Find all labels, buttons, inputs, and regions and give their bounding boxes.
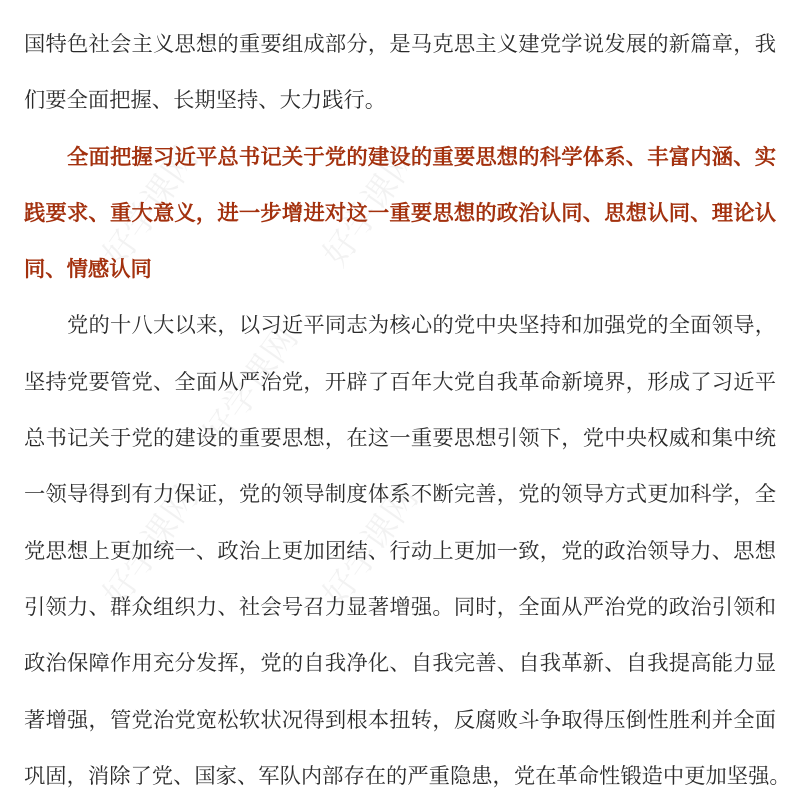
paragraph-body — [24, 298, 791, 805]
heading-line: 全面把握习近平总书记关于党的建设的重要思想的科学体系、丰富内涵、实 — [67, 144, 776, 170]
text-line: 坚持党要管党、全面从严治党，开辟了百年大党自我革命新境界，形成了习近平 — [24, 369, 776, 395]
text-line: 总书记关于党的建设的重要思想，在这一重要思想引领下，党中央权威和集中统 — [24, 426, 776, 452]
watermark: 好学课网 — [95, 139, 207, 274]
text-line: 政治保障作用充分发挥，党的自我净化、自我完善、自我革新、自我提高能力显 — [24, 651, 776, 677]
text-line: 著增强，管党治党宽松软状况得到根本扭转，反腐败斗争取得压倒性胜利并全面 — [24, 707, 776, 733]
watermark: 好学课网 — [95, 479, 207, 614]
watermark: 好学课网 — [195, 319, 307, 454]
text-line: 一领导得到有力保证，党的领导制度体系不断完善，党的领导方式更加科学，全 — [24, 482, 776, 508]
text-line: 党思想上更加统一、政治上更加团结、行动上更加一致，党的政治领导力、思想 — [24, 538, 776, 564]
text-line: 引领力、群众组织力、社会号召力显著增强。同时，全面从严治党的政治引领和 — [24, 594, 776, 620]
text-line: 党的十八大以来，以习近平同志为核心的党中央坚持和加强党的全面领导， — [67, 313, 776, 339]
watermark: 好学课网 — [315, 479, 427, 614]
document-body — [24, 17, 791, 805]
section-heading — [24, 130, 776, 299]
text-line: 们要全面把握、长期坚持、大力践行。 — [24, 88, 387, 114]
watermark: 好学课网 — [315, 139, 427, 274]
heading-line: 同、情感认同 — [24, 257, 152, 283]
heading-line: 践要求、重大意义，进一步增进对这一重要思想的政治认同、思想认同、理论认 — [24, 200, 776, 226]
paragraph-intro-end — [24, 17, 776, 130]
text-line: 巩固，消除了党、国家、军队内部存在的严重隐患，党在革命性锻造中更加坚强。 — [24, 763, 791, 789]
text-line: 国特色社会主义思想的重要组成部分，是马克思主义建党学说发展的新篇章，我 — [24, 32, 776, 57]
